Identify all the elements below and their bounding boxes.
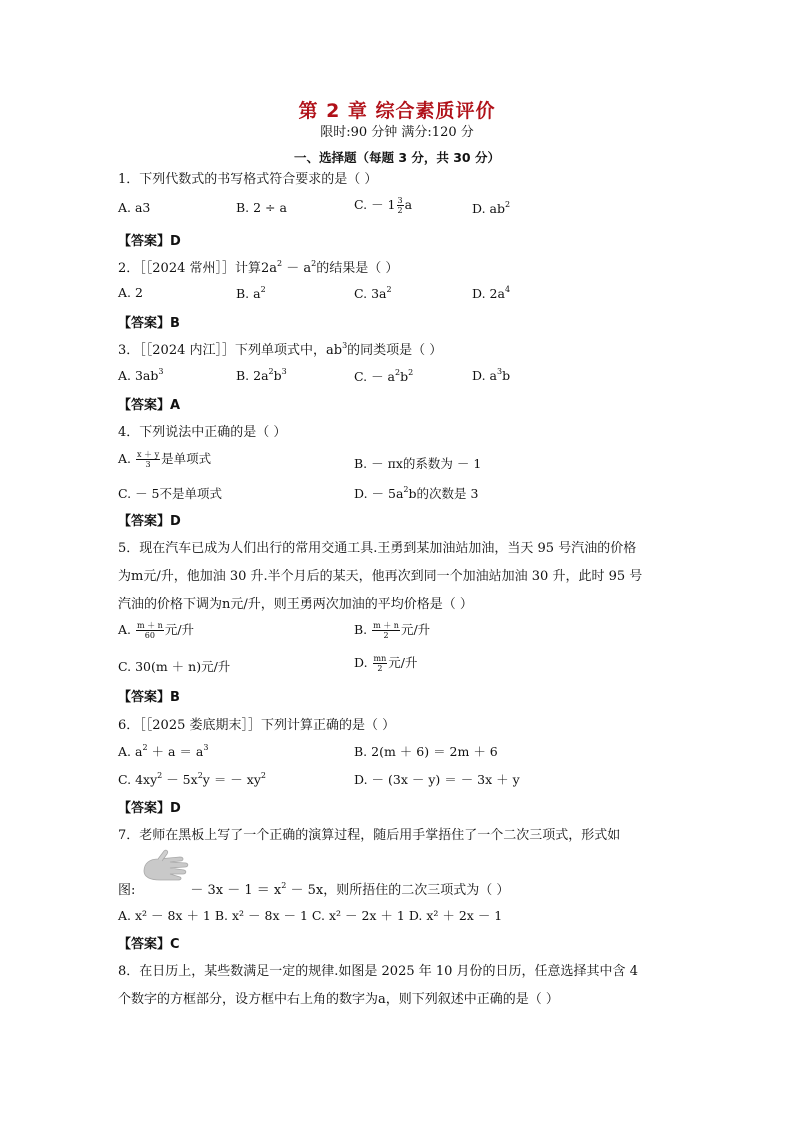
q2-option-a: A. 2: [118, 285, 143, 300]
q6-option-d: D. － (3x － y) ＝ － 3x ＋ y: [354, 772, 520, 787]
q1-option-d: D. $ab^2$: [472, 200, 511, 216]
q5-answer: 【答案】B: [118, 690, 180, 705]
page-title: 第 2 章 综合素质评价: [298, 100, 496, 122]
q4-answer: 【答案】D: [118, 514, 181, 529]
q5-option-d: D. $\frac{mn}{2}$ 元/升: [354, 654, 418, 673]
page-subtitle: 限时:90 分钟 满分:120 分: [320, 125, 474, 140]
q1-option-a: A. a3: [118, 200, 151, 215]
question-5-line-2: 为m元/升，他加油 30 升.半个月后的某天，他再次到同一个加油站加油 30 升，此时 95 号: [118, 569, 643, 584]
q5-option-c: C. 30(m ＋ n)元/升: [118, 659, 231, 674]
q5-option-a: A. $\frac{m + n}{60}$ 元/升: [118, 621, 195, 640]
question-2-stem: 2．［［2024 常州］］计算$2a^2 - a^2$的结果是（ ）: [118, 259, 399, 276]
question-6-stem: 6．［［2025 娄底期末］］下列计算正确的是（ ）: [118, 718, 396, 733]
q4-option-c: C. － 5不是单项式: [118, 486, 222, 501]
q3-answer: 【答案】A: [118, 398, 181, 413]
question-3-stem: 3．［［2024 内江］］下列单项式中，$ab^3$的同类项是（ ）: [118, 341, 443, 358]
q3-option-d: D. $a^3b$: [472, 367, 511, 383]
q1-option-b: B. 2 ÷ a: [236, 200, 287, 215]
q3-option-c: C. － $a^2b^2$: [354, 368, 414, 384]
q2-option-d: D. $2a^4$: [472, 285, 511, 301]
q7-options: A. x² － 8x ＋ 1 B. x² － 8x － 1 C. x² － 2x ＋ 1 D. x² ＋ 2x － 1: [118, 908, 503, 923]
q5-option-b: B. $\frac{m + n}{2}$ 元/升: [354, 621, 431, 640]
q7-answer: 【答案】C: [118, 937, 180, 952]
q4-option-b: B. － πx的系数为 － 1: [354, 456, 482, 471]
q2-answer: 【答案】B: [118, 316, 180, 331]
question-4-stem: 4．下列说法中正确的是（ ）: [118, 425, 287, 440]
q3-option-a: A. $3ab^3$: [118, 367, 164, 383]
q2-option-c: C. $3a^2$: [354, 285, 392, 301]
q6-option-a: A. $a^2 + a = a^3$: [118, 743, 209, 759]
question-5-line-1: 5．现在汽车已成为人们出行的常用交通工具.王勇到某加油站加油，当天 95 号汽油的价格: [118, 541, 637, 556]
question-7-line-1: 7．老师在黑板上写了一个正确的演算过程，随后用手掌捂住了一个二次三项式，形式如: [118, 828, 621, 843]
question-5-line-3: 汽油的价格下调为n元/升，则王勇两次加油的平均价格是（ ）: [118, 597, 473, 612]
question-1-stem: 1．下列代数式的书写格式符合要求的是（ ）: [118, 172, 378, 187]
q4-option-a: A. $\frac{x + y}{3}$ 是单项式: [118, 450, 212, 469]
q4-option-d: D. － $5a^2b$的次数是 3: [354, 485, 479, 501]
question-8-line-2: 个数字的方框部分，设方框中右上角的数字为a，则下列叙述中正确的是（ ）: [118, 992, 559, 1007]
q1-option-c: C. － 1 $\frac{3}{2}$ a: [354, 196, 413, 215]
q6-option-c: C. $4xy^2 - 5x^2y$ ＝ － $xy^2$: [118, 771, 266, 787]
q6-option-b: B. 2(m ＋ 6) ＝ 2m ＋ 6: [354, 744, 498, 759]
q6-answer: 【答案】D: [118, 801, 181, 816]
section-heading: 一、选择题（每题 3 分，共 30 分）: [293, 150, 500, 165]
question-8-line-1: 8．在日历上，某些数满足一定的规律.如图是 2025 年 10 月份的日历，任意选择其中含 4: [118, 964, 638, 979]
q1-answer: 【答案】D: [118, 234, 181, 249]
q3-option-b: B. $2a^2b^3$: [236, 367, 287, 383]
question-7-line-2: 图: － $3x - 1 = x^2 - 5x$，则所捂住的二次三项式为（ ）: [118, 881, 510, 898]
q2-option-b: B. $a^2$: [236, 285, 266, 301]
